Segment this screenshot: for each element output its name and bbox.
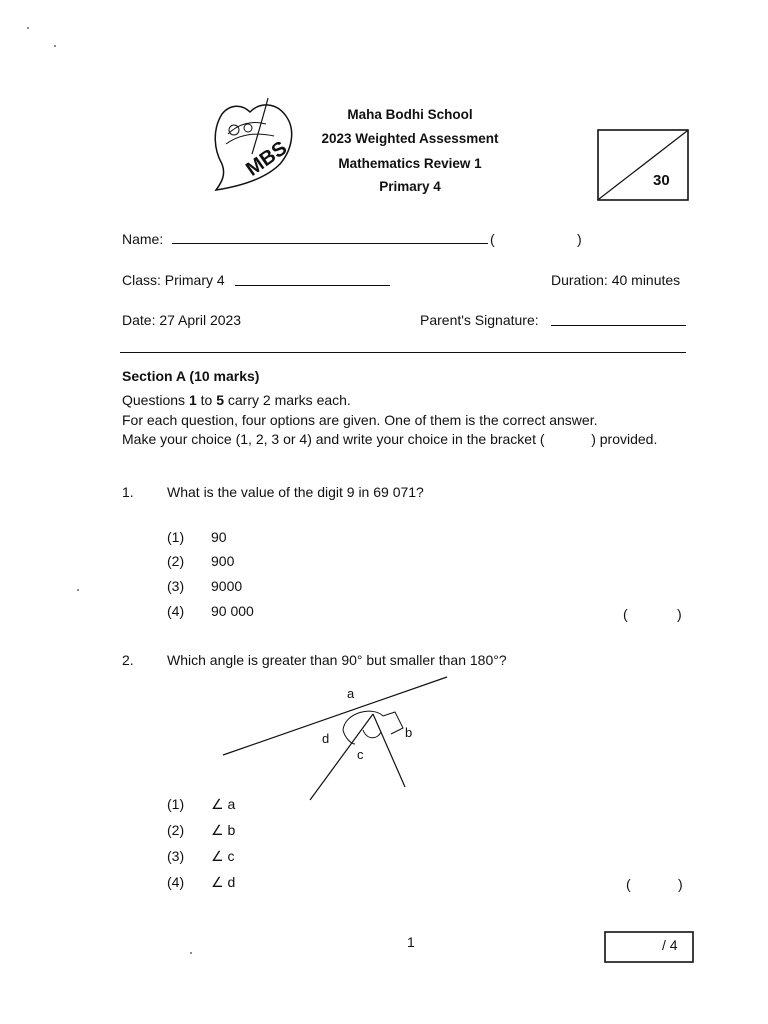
straight-line bbox=[223, 677, 447, 755]
label-b: b bbox=[405, 725, 413, 740]
section-instruction-2: For each question, four options are given. One of them is the correct answer. bbox=[122, 412, 598, 428]
section-title: Section A (10 marks) bbox=[122, 368, 260, 384]
q2-answer-bracket-open[interactable]: ( bbox=[626, 876, 631, 892]
q1-option-2-value: 900 bbox=[211, 553, 235, 569]
scan-speck bbox=[54, 45, 56, 47]
name-label: Name: bbox=[122, 231, 164, 247]
q1-option-4-number: (4) bbox=[167, 603, 185, 619]
angle-diagram bbox=[215, 672, 455, 804]
q1-option-2-number: (2) bbox=[167, 553, 185, 569]
page-score: / 4 bbox=[662, 937, 678, 953]
section-instruction-3: Make your choice (1, 2, 3 or 4) and write your choice in the bracket ( ) provided. bbox=[122, 431, 658, 447]
level-title: Primary 4 bbox=[379, 179, 441, 194]
q2-option-1-value: ∠ a bbox=[211, 796, 236, 812]
q1-option-1-value: 90 bbox=[211, 529, 227, 545]
q2-option-1-number: (1) bbox=[167, 796, 185, 812]
q1-option-3-number: (3) bbox=[167, 578, 185, 594]
leaf-logo-icon bbox=[208, 94, 298, 194]
label-c: c bbox=[357, 747, 364, 762]
page-score-box bbox=[604, 931, 694, 963]
arc-c bbox=[363, 730, 381, 738]
class-label: Class: Primary 4 bbox=[122, 272, 225, 288]
q2-option-3-number: (3) bbox=[167, 848, 185, 864]
scan-speck bbox=[27, 27, 29, 29]
label-a: a bbox=[347, 686, 355, 701]
school-name: Maha Bodhi School bbox=[347, 107, 473, 122]
scan-speck bbox=[190, 952, 192, 954]
class-field[interactable] bbox=[235, 285, 390, 286]
date-label: Date: 27 April 2023 bbox=[122, 312, 242, 328]
ray-c-right bbox=[373, 714, 405, 787]
school-logo bbox=[208, 94, 298, 194]
q2-option-4-number: (4) bbox=[167, 874, 185, 890]
q2-option-2-value: ∠ b bbox=[211, 822, 236, 838]
q2-answer-bracket-close[interactable]: ) bbox=[678, 876, 683, 892]
q1-answer-bracket-close[interactable]: ) bbox=[677, 606, 682, 622]
question-1-text: What is the value of the digit 9 in 69 071? bbox=[167, 484, 424, 500]
name-field[interactable] bbox=[172, 243, 488, 244]
q1-option-3-value: 9000 bbox=[211, 578, 243, 594]
arc-b bbox=[383, 712, 403, 734]
scan-speck bbox=[77, 589, 79, 591]
q2-option-2-number: (2) bbox=[167, 822, 185, 838]
q2-option-4-value: ∠ d bbox=[211, 874, 236, 890]
question-2-number: 2. bbox=[122, 652, 134, 668]
subject-title: Mathematics Review 1 bbox=[338, 156, 482, 171]
q1-answer-bracket-open[interactable]: ( bbox=[623, 606, 628, 622]
q1-option-1-number: (1) bbox=[167, 529, 185, 545]
section-instruction-1: Questions 1 to 5 carry 2 marks each. bbox=[122, 392, 351, 408]
q1-option-4-value: 90 000 bbox=[211, 603, 254, 619]
duration-label: Duration: 40 minutes bbox=[551, 272, 681, 288]
register-bracket-close: ) bbox=[577, 231, 582, 247]
header-divider bbox=[120, 352, 686, 353]
q2-option-3-value: ∠ c bbox=[211, 848, 235, 864]
label-d: d bbox=[322, 731, 330, 746]
logo-text: MBS bbox=[242, 137, 292, 181]
parent-signature-label: Parent's Signature: bbox=[420, 312, 539, 328]
parent-signature-field[interactable] bbox=[551, 325, 686, 326]
page-number: 1 bbox=[407, 934, 415, 950]
score-box bbox=[597, 129, 689, 201]
total-marks: 30 bbox=[653, 172, 670, 189]
assessment-title: 2023 Weighted Assessment bbox=[321, 131, 499, 146]
register-bracket-open: ( bbox=[490, 231, 495, 247]
question-1-number: 1. bbox=[122, 484, 134, 500]
question-2-text: Which angle is greater than 90° but smaller than 180°? bbox=[167, 652, 507, 668]
